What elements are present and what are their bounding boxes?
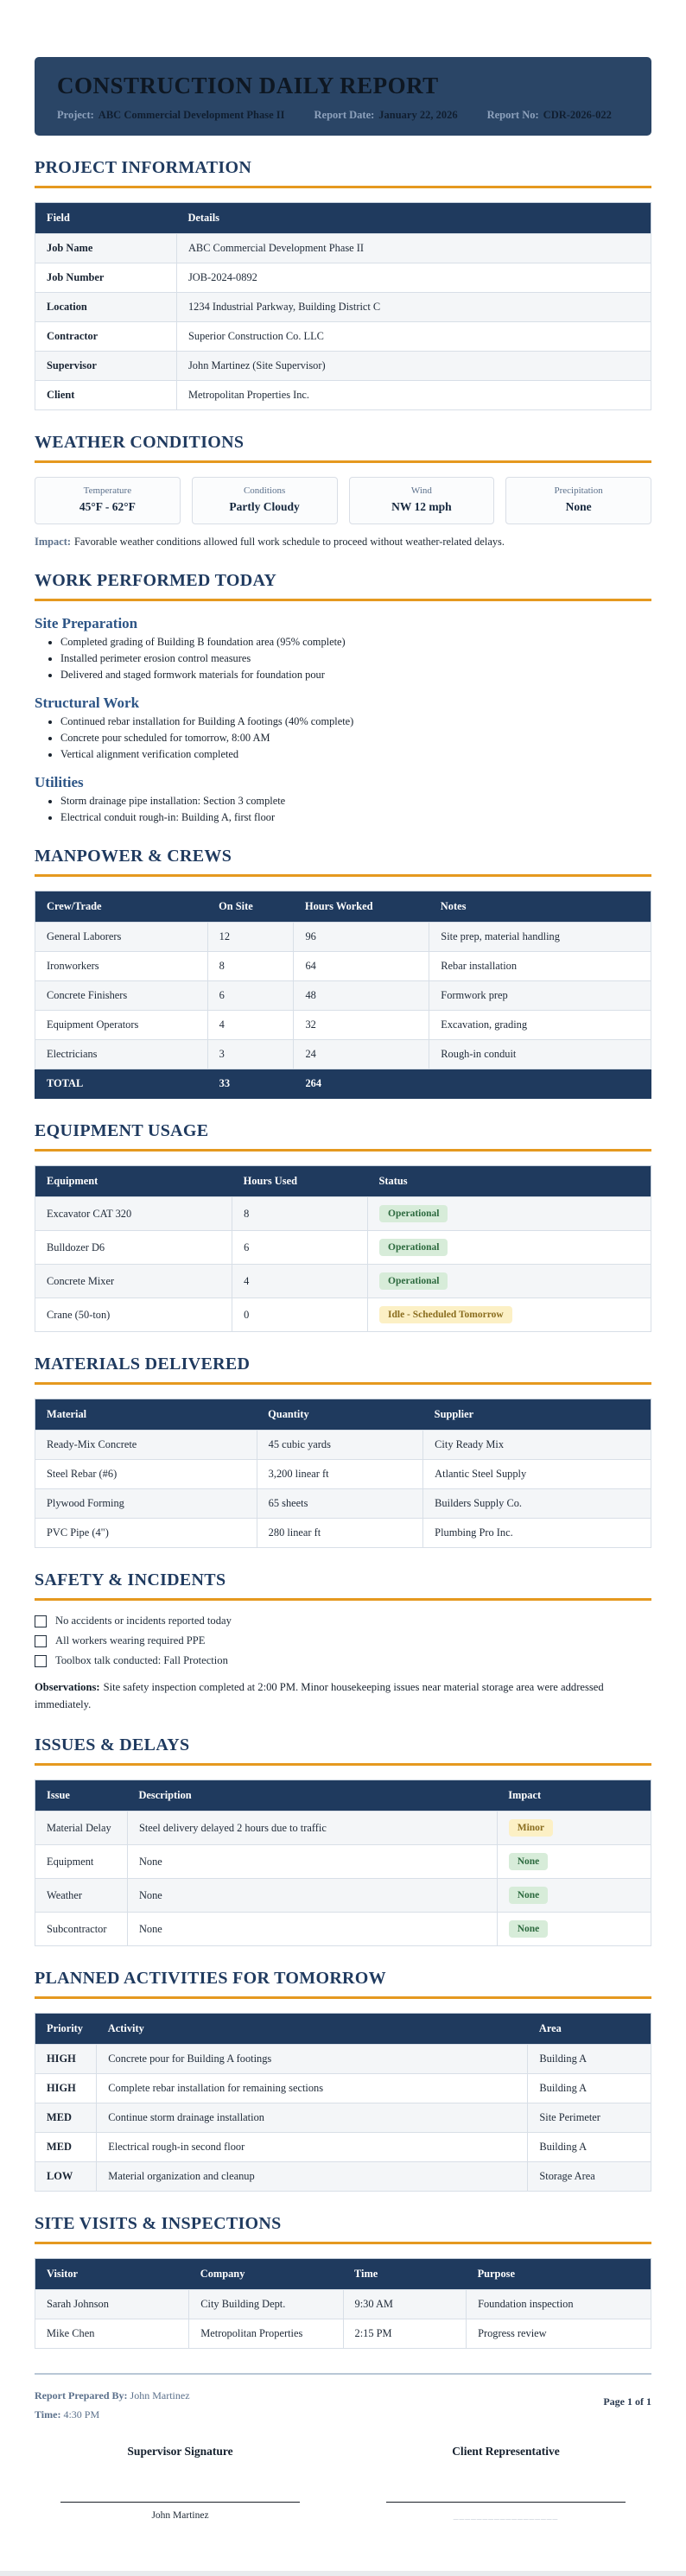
table-row: [35, 1519, 651, 1548]
status-badge: Operational: [379, 1239, 448, 1256]
page-number: Page 1 of 1: [603, 2395, 651, 2408]
section-title-manpower: MANPOWER & CREWS: [35, 847, 232, 866]
cell-hours-used: 0: [232, 1298, 368, 1332]
column-header-hours: Hours Worked: [294, 891, 429, 923]
table-header-row: [35, 891, 651, 923]
cell-purpose: Foundation inspection: [467, 2290, 651, 2319]
cell-issue: Weather: [35, 1879, 128, 1913]
section-divider: [35, 1996, 651, 1999]
time-value: 4:30 PM: [63, 2408, 100, 2421]
cell-hours-used: 6: [232, 1231, 368, 1265]
table-total-row: [35, 1069, 651, 1099]
cell-priority: MED: [35, 2133, 97, 2162]
issues-table: [35, 1780, 651, 1946]
column-header-status: Status: [368, 1166, 651, 1197]
cell-crew: Ironworkers: [35, 952, 208, 981]
section-divider: [35, 874, 651, 877]
section-divider: [35, 186, 651, 188]
time-label: Time:: [35, 2408, 61, 2421]
section-divider: [35, 1382, 651, 1385]
cell-quantity: 280 linear ft: [257, 1519, 423, 1548]
cell-quantity: 45 cubic yards: [257, 1431, 423, 1460]
section-title-safety: SAFETY & INCIDENTS: [35, 1570, 226, 1589]
cell-description: None: [127, 1845, 497, 1879]
checkbox-label: Toolbox talk conducted: Fall Protection: [55, 1654, 228, 1666]
cell-activity: Material organization and cleanup: [97, 2162, 528, 2192]
weather-card-conditions: [192, 477, 338, 524]
cell-crew: General Laborers: [35, 923, 208, 952]
cell-notes: Rough-in conduit: [429, 1040, 651, 1069]
section-title-planned: PLANNED ACTIVITIES FOR TOMORROW: [35, 1969, 386, 1989]
work-subsection-title: Structural Work: [35, 695, 140, 711]
cell-notes: Site prep, material handling: [429, 923, 651, 952]
report-date-value: January 22, 2026: [378, 109, 458, 121]
project-label: Project:: [57, 109, 94, 121]
footer: [35, 2387, 651, 2424]
column-header-supplier: Supplier: [423, 1399, 651, 1431]
cell-on-site: 3: [207, 1040, 294, 1069]
cell-quantity: 65 sheets: [257, 1489, 423, 1519]
table-row: [35, 1298, 651, 1332]
table-row: [35, 2319, 651, 2349]
cell-total-hours: 264: [294, 1069, 429, 1099]
prepared-by-block: [35, 2387, 190, 2424]
cell-equipment: Crane (50-ton): [35, 1298, 232, 1332]
report-date-meta: [314, 109, 458, 122]
cell-issue: Material Delay: [35, 1811, 128, 1845]
column-header-visitor: Visitor: [35, 2259, 189, 2290]
table-row: [35, 1040, 651, 1069]
table-row: [35, 952, 651, 981]
section-title-equipment: EQUIPMENT USAGE: [35, 1121, 209, 1140]
weather-impact-label: Impact:: [35, 536, 71, 548]
cell-company: Metropolitan Properties: [189, 2319, 343, 2349]
table-row: [35, 1197, 651, 1231]
table-row: [35, 352, 651, 381]
cell-total-on-site: 33: [207, 1069, 294, 1099]
cell-material: Steel Rebar (#6): [35, 1460, 257, 1489]
weather-card-value: 45°F - 62°F: [79, 500, 136, 513]
weather-impact-text: Favorable weather conditions allowed full work schedule to proceed without weather-related delays.: [73, 536, 505, 548]
cell-impact: [497, 1913, 651, 1946]
section-divider: [35, 1763, 651, 1766]
table-row: [35, 2133, 651, 2162]
cell-visitor: Mike Chen: [35, 2319, 189, 2349]
table-header-row: [35, 1166, 651, 1197]
cell-activity: Complete rebar installation for remaining sections: [97, 2074, 528, 2103]
cell-field: Location: [35, 293, 177, 322]
checkbox-label: No accidents or incidents reported today: [55, 1615, 232, 1627]
cell-notes: Excavation, grading: [429, 1011, 651, 1040]
table-header-row: [35, 1780, 651, 1811]
work-bullet-list: [35, 715, 651, 761]
table-row: [35, 1913, 651, 1946]
column-header-quantity: Quantity: [257, 1399, 423, 1431]
column-header-purpose: Purpose: [467, 2259, 651, 2290]
cell-status: [368, 1231, 651, 1265]
cell-supplier: Atlantic Steel Supply: [423, 1460, 651, 1489]
cell-issue: Subcontractor: [35, 1913, 128, 1946]
table-header-row: [35, 2014, 651, 2045]
cell-field: Job Number: [35, 263, 177, 293]
column-header-equipment: Equipment: [35, 1166, 232, 1197]
report-date-label: Report Date:: [314, 109, 375, 121]
cell-on-site: 4: [207, 1011, 294, 1040]
table-row: [35, 1811, 651, 1845]
table-row: [35, 1460, 651, 1489]
impact-badge: None: [509, 1853, 549, 1870]
cell-priority: HIGH: [35, 2045, 97, 2074]
work-subsection-title: Site Preparation: [35, 615, 138, 631]
equipment-table: [35, 1165, 651, 1332]
signature-line: [60, 2502, 300, 2503]
cell-description: Steel delivery delayed 2 hours due to traffic: [127, 1811, 497, 1845]
supervisor-signature-label: Supervisor Signature: [127, 2445, 233, 2459]
work-bullet: • Vertical alignment verification completed: [60, 748, 651, 761]
weather-card-label: Wind: [410, 485, 432, 496]
section-title-weather: WEATHER CONDITIONS: [35, 433, 245, 452]
cell-supplier: Plumbing Pro Inc.: [423, 1519, 651, 1548]
weather-card-label: Temperature: [83, 485, 132, 496]
column-header-priority: Priority: [35, 2014, 97, 2045]
cell-activity: Continue storm drainage installation: [97, 2103, 528, 2133]
section-title-materials: MATERIALS DELIVERED: [35, 1355, 251, 1374]
cell-area: Building A: [528, 2074, 651, 2103]
cell-field: Job Name: [35, 234, 177, 263]
cell-details: ABC Commercial Development Phase II: [176, 234, 651, 263]
column-header-on-site: On Site: [207, 891, 294, 923]
project-info-table: [35, 202, 651, 410]
cell-crew: Electricians: [35, 1040, 208, 1069]
cell-activity: Concrete pour for Building A footings: [97, 2045, 528, 2074]
manpower-table: [35, 891, 651, 1099]
cell-hours: 24: [294, 1040, 429, 1069]
cell-equipment: Concrete Mixer: [35, 1265, 232, 1298]
supervisor-signature-block: [35, 2445, 326, 2521]
cell-impact: [497, 1879, 651, 1913]
page-bottom-edge: [0, 2571, 686, 2576]
cell-priority: MED: [35, 2103, 97, 2133]
work-bullet: • Storm drainage pipe installation: Section 3 complete: [60, 795, 651, 808]
checkbox-ppe[interactable]: [35, 1635, 47, 1647]
weather-card-label: Precipitation: [554, 485, 603, 496]
weather-card-value: NW 12 mph: [391, 500, 452, 513]
work-bullet: • Concrete pour scheduled for tomorrow, 8:00 AM: [60, 732, 651, 745]
column-header-material: Material: [35, 1399, 257, 1431]
column-header-notes: Notes: [429, 891, 651, 923]
cell-visitor: Sarah Johnson: [35, 2290, 189, 2319]
cell-notes: Rebar installation: [429, 952, 651, 981]
table-header-row: [35, 203, 651, 234]
section-title-issues: ISSUES & DELAYS: [35, 1735, 190, 1755]
work-bullet: • Delivered and staged formwork materials for foundation pour: [60, 669, 651, 682]
client-signature-block: [360, 2445, 651, 2521]
prepared-by-line: [35, 2387, 190, 2406]
section-divider: [35, 2242, 651, 2244]
status-badge: Operational: [379, 1205, 448, 1222]
weather-card-value: Partly Cloudy: [229, 500, 300, 513]
table-row: [35, 293, 651, 322]
safety-check-item: [35, 1615, 651, 1627]
section-divider: [35, 599, 651, 601]
cell-area: Building A: [528, 2133, 651, 2162]
work-bullet: • Installed perimeter erosion control measures: [60, 652, 651, 665]
table-row: [35, 1431, 651, 1460]
cell-hours: 48: [294, 981, 429, 1011]
weather-card-label: Conditions: [243, 485, 286, 496]
cell-details: 1234 Industrial Parkway, Building District C: [176, 293, 651, 322]
cell-equipment: Excavator CAT 320: [35, 1197, 232, 1231]
work-bullet: • Completed grading of Building B foundation area (95% complete): [60, 636, 651, 649]
cell-details: John Martinez (Site Supervisor): [176, 352, 651, 381]
table-row: [35, 981, 651, 1011]
work-bullet: • Continued rebar installation for Building A footings (40% complete): [60, 715, 651, 728]
cell-details: JOB-2024-0892: [176, 263, 651, 293]
cell-field: Contractor: [35, 322, 177, 352]
cell-status: [368, 1265, 651, 1298]
observations-label: Observations:: [35, 1681, 100, 1693]
observations-text: Site safety inspection completed at 2:00 PM. Minor housekeeping issues near material storage area were addressed immediately.: [35, 1681, 604, 1711]
report-no-label: Report No:: [486, 109, 539, 121]
report-no-meta: [487, 109, 612, 122]
cell-total-label: TOTAL: [35, 1069, 208, 1099]
cell-on-site: 8: [207, 952, 294, 981]
checkbox-no-accidents[interactable]: [35, 1615, 47, 1627]
client-signature-placeholder: __________________: [453, 2510, 559, 2522]
cell-notes: Formwork prep: [429, 981, 651, 1011]
cell-material: Plywood Forming: [35, 1489, 257, 1519]
impact-badge: None: [509, 1887, 549, 1904]
header-meta: [57, 109, 629, 122]
weather-card-temperature: [35, 477, 181, 524]
table-row: [35, 1265, 651, 1298]
table-row: [35, 1879, 651, 1913]
checkbox-label: All workers wearing required PPE: [55, 1634, 206, 1646]
weather-card-value: None: [565, 500, 592, 513]
safety-check-item: [35, 1634, 651, 1647]
section-title-visits: SITE VISITS & INSPECTIONS: [35, 2214, 282, 2234]
cell-time: 2:15 PM: [343, 2319, 467, 2349]
cell-area: Storage Area: [528, 2162, 651, 2192]
section-divider: [35, 1149, 651, 1152]
column-header-activity: Activity: [97, 2014, 528, 2045]
cell-field: Client: [35, 381, 177, 410]
section-title-project-information: PROJECT INFORMATION: [35, 158, 252, 177]
signature-blocks: [35, 2445, 651, 2521]
cell-impact: [497, 1845, 651, 1879]
cell-hours: 32: [294, 1011, 429, 1040]
prepared-by-label: Report Prepared By:: [35, 2389, 128, 2402]
header-banner: [35, 57, 651, 136]
column-header-company: Company: [189, 2259, 343, 2290]
cell-status: [368, 1298, 651, 1332]
table-row: [35, 381, 651, 410]
table-row: [35, 1231, 651, 1265]
column-header-time: Time: [343, 2259, 467, 2290]
cell-details: Superior Construction Co. LLC: [176, 322, 651, 352]
impact-badge: Minor: [509, 1819, 553, 1837]
table-row: [35, 263, 651, 293]
cell-hours-used: 8: [232, 1197, 368, 1231]
project-value: ABC Commercial Development Phase II: [98, 109, 285, 121]
cell-priority: HIGH: [35, 2074, 97, 2103]
column-header-field: Field: [35, 203, 177, 234]
table-row: [35, 2162, 651, 2192]
site-visits-table: [35, 2258, 651, 2349]
column-header-description: Description: [127, 1780, 497, 1811]
table-row: [35, 2290, 651, 2319]
planned-activities-table: [35, 2013, 651, 2192]
cell-supplier: Builders Supply Co.: [423, 1489, 651, 1519]
supervisor-signature-name: John Martinez: [151, 2510, 209, 2522]
footer-divider: [35, 2373, 651, 2375]
status-badge: Operational: [379, 1272, 448, 1290]
table-row: [35, 2103, 651, 2133]
table-row: [35, 234, 651, 263]
table-row: [35, 2074, 651, 2103]
section-divider: [35, 1598, 651, 1601]
weather-card-precipitation: [505, 477, 651, 524]
cell-time: 9:30 AM: [343, 2290, 467, 2319]
table-row: [35, 2045, 651, 2074]
weather-impact: [35, 536, 651, 549]
column-header-impact: Impact: [497, 1780, 651, 1811]
section-title-work: WORK PERFORMED TODAY: [35, 571, 277, 590]
cell-on-site: 6: [207, 981, 294, 1011]
table-header-row: [35, 2259, 651, 2290]
cell-field: Supervisor: [35, 352, 177, 381]
client-representative-label: Client Representative: [452, 2445, 560, 2459]
status-badge: Idle - Scheduled Tomorrow: [379, 1306, 512, 1323]
table-row: [35, 1489, 651, 1519]
cell-hours-used: 4: [232, 1265, 368, 1298]
column-header-details: Details: [176, 203, 651, 234]
project-meta: [57, 109, 285, 122]
cell-issue: Equipment: [35, 1845, 128, 1879]
table-row: [35, 1011, 651, 1040]
cell-status: [368, 1197, 651, 1231]
cell-material: Ready-Mix Concrete: [35, 1431, 257, 1460]
weather-cards: [35, 477, 651, 524]
work-bullet-list: [35, 636, 651, 682]
prepared-time-line: [35, 2406, 190, 2425]
column-header-issue: Issue: [35, 1780, 128, 1811]
materials-table: [35, 1399, 651, 1548]
cell-equipment: Bulldozer D6: [35, 1231, 232, 1265]
table-row: [35, 1845, 651, 1879]
safety-check-item: [35, 1654, 651, 1667]
safety-observations: [35, 1678, 651, 1713]
cell-material: PVC Pipe (4"): [35, 1519, 257, 1548]
prepared-by-value: John Martinez: [130, 2389, 190, 2402]
cell-total-notes: [429, 1069, 651, 1099]
signature-line: [386, 2502, 626, 2503]
cell-description: None: [127, 1913, 497, 1946]
report-document: [0, 57, 686, 2529]
cell-hours: 96: [294, 923, 429, 952]
cell-purpose: Progress review: [467, 2319, 651, 2349]
table-header-row: [35, 1399, 651, 1431]
work-subsection-title: Utilities: [35, 774, 84, 790]
column-header-area: Area: [528, 2014, 651, 2045]
cell-description: None: [127, 1879, 497, 1913]
table-row: [35, 923, 651, 952]
impact-badge: None: [509, 1920, 549, 1938]
cell-quantity: 3,200 linear ft: [257, 1460, 423, 1489]
cell-area: Site Perimeter: [528, 2103, 651, 2133]
work-bullet-list: [35, 795, 651, 824]
checkbox-toolbox-talk[interactable]: [35, 1655, 47, 1667]
table-row: [35, 322, 651, 352]
cell-area: Building A: [528, 2045, 651, 2074]
weather-card-wind: [349, 477, 495, 524]
cell-supplier: City Ready Mix: [423, 1431, 651, 1460]
cell-priority: LOW: [35, 2162, 97, 2192]
cell-hours: 64: [294, 952, 429, 981]
cell-activity: Electrical rough-in second floor: [97, 2133, 528, 2162]
cell-impact: [497, 1811, 651, 1845]
report-title: CONSTRUCTION DAILY REPORT: [57, 73, 439, 98]
section-divider: [35, 460, 651, 463]
cell-crew: Concrete Finishers: [35, 981, 208, 1011]
cell-on-site: 12: [207, 923, 294, 952]
column-header-crew: Crew/Trade: [35, 891, 208, 923]
column-header-hours-used: Hours Used: [232, 1166, 368, 1197]
work-bullet: • Electrical conduit rough-in: Building A, first floor: [60, 811, 651, 824]
cell-company: City Building Dept.: [189, 2290, 343, 2319]
report-no-value: CDR-2026-022: [543, 109, 612, 121]
cell-crew: Equipment Operators: [35, 1011, 208, 1040]
cell-details: Metropolitan Properties Inc.: [176, 381, 651, 410]
